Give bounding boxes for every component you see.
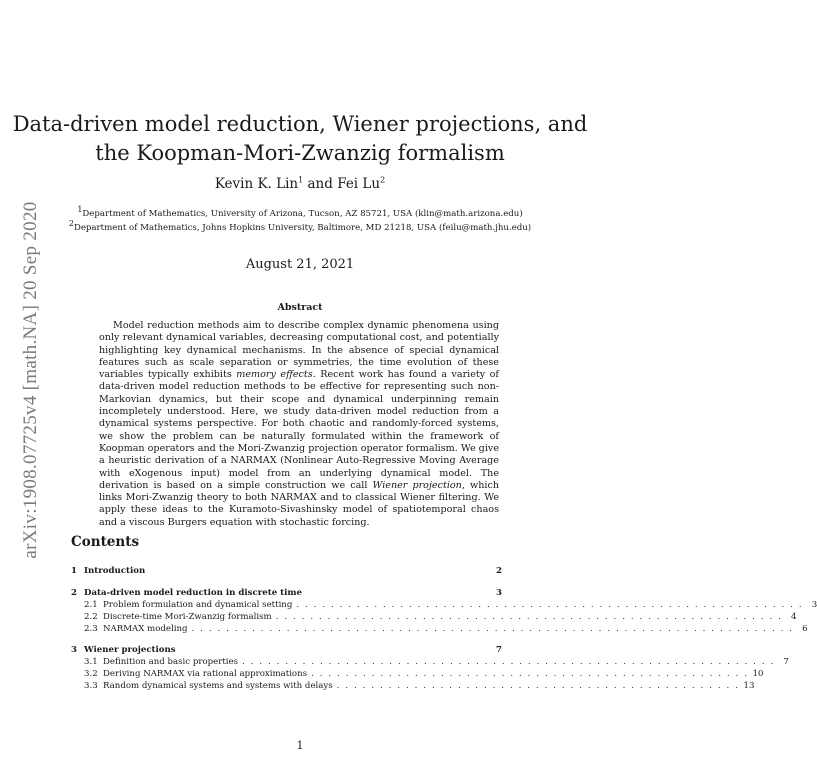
toc-subsection-3-1[interactable]: [84, 657, 789, 669]
abstract-part-2: . Recent work has found a variety of data-driven model reduction methods to be effective for representing such non-Markovian dynamics, but their scope and dynamical underpinning remain incompletely understood. Here, we study data-driven model reduction from a dynamical systems perspective. For both chaotic and randomly-forced systems, we show the problem can be naturally formulated within the framework of Koopman operators and the Mori-Zwanzig projection operator formalism. We give a heuristic derivation of a NARMAX (Nonlinear Auto-Regressive Moving Average with eXogenous input) model from an underlying dynamical model. The derivation is based on a simple construction we call: [99, 369, 499, 491]
toc-section-title: Wiener projections: [84, 645, 176, 655]
toc-subsection-title: NARMAX modeling: [103, 624, 188, 634]
title-line-2: the Koopman-Mori-Zwanzig formalism: [95, 141, 505, 165]
toc-section-number: 1: [71, 566, 77, 576]
toc-page-number: 3: [496, 588, 502, 598]
abstract-heading: Abstract: [277, 302, 323, 313]
abstract-body: [99, 320, 499, 529]
toc-leader-dots: . . . . . . . . . . . . . . . . . . . . . . . . . . . . . . . . . . . . . . . . . . . . . . . . . . . . . . . . . . . . . . . . . . . . . .: [191, 624, 794, 634]
toc-subsection-number: 3.1: [84, 657, 98, 667]
toc-leader-dots: . . . . . . . . . . . . . . . . . . . . . . . . . . . . . . . . . . . . . . . . . . . . . . . . . . . . . . . . . . .: [296, 600, 804, 610]
paper-date: August 21, 2021: [245, 257, 355, 272]
author-2-affil: 2: [380, 175, 386, 185]
toc-subsection-number: 3.3: [84, 681, 98, 691]
toc-section-number: 3: [71, 645, 77, 655]
author-1-affil: 1: [298, 175, 304, 185]
abstract-part-1: Model reduction methods aim to describe complex dynamic phenomena using only relevant dynamical variables, decreasing computational cost, and potentially highlighting key dynamical mechanisms. In the absence of special dynamical features such as scale separation or symmetries, the time evolution of these variables typically exhibits: [99, 320, 499, 381]
toc-section-2[interactable]: [71, 588, 502, 600]
title-line-1: Data-driven model reduction, Wiener projections, and: [12, 112, 588, 136]
affiliation-1-mark: 1: [77, 205, 83, 215]
toc-subsection-title: Problem formulation and dynamical setting: [103, 600, 293, 610]
toc-subsection-number: 2.1: [84, 600, 98, 610]
toc-subsection-3-3[interactable]: [84, 681, 755, 693]
author-2: Fei Lu: [337, 176, 381, 192]
author-1: Kevin K. Lin: [214, 176, 299, 192]
toc-page-number: 2: [496, 566, 502, 576]
toc-leader-dots: . . . . . . . . . . . . . . . . . . . . . . . . . . . . . . . . . . . . . . . . . . . . . . .: [336, 681, 740, 691]
toc-leader-dots: . . . . . . . . . . . . . . . . . . . . . . . . . . . . . . . . . . . . . . . . . . . . . . . . . . .: [311, 669, 749, 679]
toc-subsection-2-3[interactable]: [84, 624, 808, 636]
authors: [0, 176, 600, 192]
toc-section-title: Introduction: [84, 566, 146, 576]
contents-heading: Contents: [71, 534, 140, 550]
author-conjunction: and: [303, 176, 338, 192]
toc-subsection-title: Discrete-time Mori-Zwanzig formalism: [103, 612, 272, 622]
toc-subsection-2-1[interactable]: [84, 600, 817, 612]
abstract-emphasis-1: memory effects: [236, 369, 313, 381]
toc-page-number: 7: [783, 657, 789, 667]
toc-page-number: 4: [791, 612, 797, 622]
affiliation-1: [0, 205, 600, 219]
toc-section-1[interactable]: [71, 566, 502, 578]
affiliation-2: [0, 219, 600, 233]
arxiv-stamp: [20, 190, 42, 570]
abstract-emphasis-2: Wiener projection: [372, 479, 462, 491]
toc-subsection-title: Random dynamical systems and systems with delays: [103, 681, 333, 691]
toc-subsection-2-2[interactable]: [84, 612, 797, 624]
toc-section-title: Data-driven model reduction in discrete time: [84, 588, 302, 598]
abstract-part-3: , which links Mori-Zwanzig theory to both NARMAX and to classical Wiener filtering. We apply these ideas to the Kuramoto-Sivashinsky model of spatiotemporal chaos and a viscous Burgers equation with stochastic forcing.: [99, 479, 499, 528]
toc-page-number: 6: [802, 624, 808, 634]
toc-section-number: 2: [71, 588, 77, 598]
toc-leader-dots: . . . . . . . . . . . . . . . . . . . . . . . . . . . . . . . . . . . . . . . . . . . . . . . . . . . . . . . . . . .: [275, 612, 783, 622]
toc-subsection-number: 2.2: [84, 612, 98, 622]
toc-subsection-title: Deriving NARMAX via rational approximations: [103, 669, 308, 679]
toc-section-3[interactable]: [71, 645, 502, 657]
affiliation-2-mark: 2: [68, 219, 74, 229]
page-number: 1: [296, 739, 304, 752]
toc-subsection-number: 3.2: [84, 669, 98, 679]
toc-page-number: 7: [496, 645, 502, 655]
toc-page-number: 3: [811, 600, 817, 610]
affiliation-2-text: Department of Mathematics, Johns Hopkins University, Baltimore, MD 21218, USA (feilu@math.jhu.edu): [73, 223, 532, 233]
toc-leader-dots: . . . . . . . . . . . . . . . . . . . . . . . . . . . . . . . . . . . . . . . . . . . . . . . . . . . . . . . . . . . . . .: [242, 657, 775, 667]
arxiv-stamp-text: arXiv:1908.07725v4 [math.NA] 20 Sep 2020: [20, 201, 41, 559]
paper-title: [0, 110, 600, 168]
toc-subsection-3-2[interactable]: [84, 669, 764, 681]
affiliation-1-text: Department of Mathematics, University of Arizona, Tucson, AZ 85721, USA (klin@math.arizona.edu): [82, 209, 523, 219]
toc-subsection-number: 2.3: [84, 624, 98, 634]
toc-page-number: 10: [752, 669, 764, 679]
toc-subsection-title: Definition and basic properties: [103, 657, 239, 667]
toc-page-number: 13: [743, 681, 755, 691]
